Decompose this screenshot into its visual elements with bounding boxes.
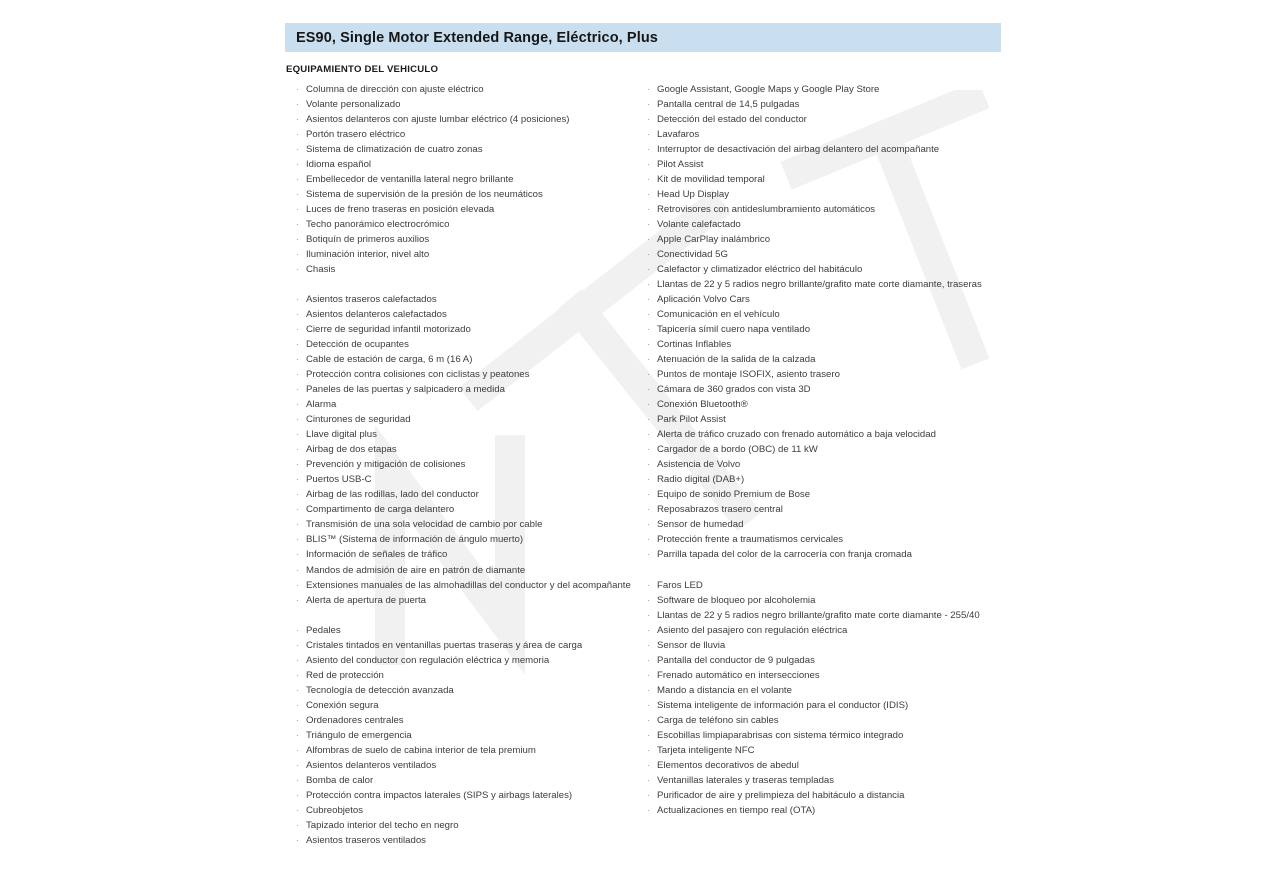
bullet-icon: ·: [296, 594, 300, 606]
equipment-item: [647, 187, 997, 202]
equipment-list-right: [647, 82, 997, 818]
bullet-icon: ·: [296, 669, 300, 681]
bullet-icon: ·: [296, 834, 300, 846]
bullet-icon: ·: [296, 159, 300, 171]
bullet-icon: ·: [296, 384, 300, 396]
equipment-item: [647, 547, 997, 562]
bullet-icon: ·: [647, 249, 651, 261]
equipment-item: [296, 127, 636, 142]
equipment-item: [296, 593, 636, 608]
equipment-item: [647, 127, 997, 142]
bullet-icon: ·: [296, 489, 300, 501]
equipment-item: [296, 322, 636, 337]
equipment-item: [647, 758, 997, 773]
equipment-item: [296, 653, 636, 668]
equipment-item-label: Park Pilot Assist: [657, 414, 726, 426]
bullet-icon: ·: [647, 789, 651, 801]
equipment-item: [647, 157, 997, 172]
equipment-item: [296, 803, 636, 818]
bullet-icon: ·: [647, 234, 651, 246]
equipment-item: [296, 713, 636, 728]
equipment-item-label: Sistema de supervisión de la presión de los neumáticos: [306, 189, 543, 201]
equipment-item-label: Cámara de 360 grados con vista 3D: [657, 384, 811, 396]
equipment-item-label: Apple CarPlay inalámbrico: [657, 234, 771, 246]
bullet-icon: ·: [296, 339, 300, 351]
equipment-item: [296, 502, 636, 517]
equipment-item: [296, 157, 636, 172]
equipment-item: [647, 172, 997, 187]
bullet-icon: ·: [296, 714, 300, 726]
bullet-icon: ·: [296, 459, 300, 471]
bullet-icon: ·: [647, 639, 651, 651]
equipment-item-label: Red de protección: [306, 669, 384, 681]
equipment-item: [647, 457, 997, 472]
equipment-item-label: Volante calefactado: [657, 219, 741, 231]
equipment-item: [647, 517, 997, 532]
bullet-icon: ·: [647, 699, 651, 711]
bullet-icon: ·: [296, 579, 300, 591]
equipment-item: [296, 97, 636, 112]
equipment-item: [647, 412, 997, 427]
bullet-icon: ·: [296, 264, 300, 276]
equipment-item: [647, 277, 997, 292]
equipment-item: [296, 728, 636, 743]
equipment-item: [647, 593, 997, 608]
bullet-icon: ·: [296, 759, 300, 771]
bullet-icon: ·: [647, 504, 651, 516]
equipment-item: [647, 217, 997, 232]
equipment-item: [296, 172, 636, 187]
bullet-icon: ·: [647, 354, 651, 366]
equipment-item-label: Conectividad 5G: [657, 249, 728, 261]
bullet-icon: ·: [296, 804, 300, 816]
equipment-item: [647, 397, 997, 412]
bullet-icon: ·: [647, 384, 651, 396]
bullet-icon: ·: [296, 504, 300, 516]
equipment-item: [647, 788, 997, 803]
equipment-item: [296, 668, 636, 683]
equipment-item: [296, 412, 636, 427]
equipment-item: [296, 367, 636, 382]
equipment-item-label: Google Assistant, Google Maps y Google Play Store: [657, 84, 880, 95]
equipment-item-label: Carga de teléfono sin cables: [657, 714, 779, 726]
bullet-icon: ·: [647, 609, 651, 621]
bullet-icon: ·: [296, 819, 300, 831]
equipment-item: [647, 683, 997, 698]
equipment-item-label: Purificador de aire y prelimpieza del habitáculo a distancia: [657, 789, 905, 801]
bullet-icon: ·: [296, 294, 300, 306]
bullet-icon: ·: [647, 159, 651, 171]
bullet-icon: ·: [296, 114, 300, 126]
equipment-item: [647, 728, 997, 743]
equipment-item: [296, 442, 636, 457]
equipment-item: [647, 653, 997, 668]
equipment-item-label: Asientos delanteros con ajuste lumbar eléctrico (4 posiciones): [306, 114, 570, 126]
equipment-item: [296, 743, 636, 758]
bullet-icon: ·: [296, 624, 300, 636]
equipment-item: [647, 608, 997, 623]
equipment-item-label: Airbag de dos etapas: [306, 444, 397, 456]
equipment-item-label: Botiquín de primeros auxilios: [306, 234, 430, 246]
equipment-item-label: Escobillas limpiaparabrisas con sistema térmico integrado: [657, 729, 904, 741]
bullet-icon: ·: [647, 264, 651, 276]
bullet-icon: ·: [296, 399, 300, 411]
equipment-item-label: Pedales: [306, 624, 341, 636]
equipment-item-label: Head Up Display: [657, 189, 729, 201]
equipment-item-label: Transmisión de una sola velocidad de cambio por cable: [306, 519, 543, 531]
bullet-icon: ·: [647, 624, 651, 636]
equipment-item-label: Cortinas Inflables: [657, 339, 732, 351]
bullet-icon: ·: [647, 459, 651, 471]
equipment-item-label: Embellecedor de ventanilla lateral negro brillante: [306, 174, 514, 186]
bullet-icon: ·: [296, 654, 300, 666]
equipment-item-label: Mandos de admisión de aire en patrón de diamante: [306, 564, 526, 576]
equipment-item: [296, 472, 636, 487]
equipment-item-label: Reposabrazos trasero central: [657, 504, 783, 516]
equipment-item: [296, 397, 636, 412]
equipment-item: [296, 818, 636, 833]
equipment-item-label: Conexión Bluetooth®: [657, 399, 748, 411]
bullet-icon: ·: [647, 759, 651, 771]
equipment-item: [296, 683, 636, 698]
equipment-item-label: Cargador de a bordo (OBC) de 11 kW: [657, 444, 818, 456]
equipment-item-label: Volante personalizado: [306, 99, 401, 111]
equipment-item: [647, 322, 997, 337]
equipment-item: [296, 578, 636, 593]
bullet-icon: ·: [296, 444, 300, 456]
equipment-item: [296, 773, 636, 788]
equipment-item: [296, 487, 636, 502]
equipment-item: [647, 367, 997, 382]
equipment-item-label: Ventanillas laterales y traseras templadas: [657, 774, 835, 786]
equipment-item-label: Alerta de tráfico cruzado con frenado automático a baja velocidad: [657, 429, 936, 441]
equipment-item-label: Sensor de lluvia: [657, 639, 726, 651]
equipment-item: [296, 563, 636, 578]
equipment-item: [296, 352, 636, 367]
equipment-item-label: Triángulo de emergencia: [306, 729, 412, 741]
equipment-item-label: Asistencia de Volvo: [657, 459, 741, 471]
equipment-item-label: Software de bloqueo por alcoholemia: [657, 594, 816, 606]
equipment-item: [647, 292, 997, 307]
equipment-item: [647, 307, 997, 322]
equipment-item-label: Puntos de montaje ISOFIX, asiento trasero: [657, 369, 840, 381]
equipment-item: [296, 833, 636, 848]
equipment-item: [296, 292, 636, 307]
bullet-icon: ·: [296, 249, 300, 261]
equipment-item: [647, 743, 997, 758]
equipment-item-label: Asientos traseros calefactados: [306, 294, 437, 306]
equipment-item: [296, 82, 636, 97]
bullet-icon: ·: [647, 519, 651, 531]
bullet-icon: ·: [296, 564, 300, 576]
equipment-item-label: Alarma: [306, 399, 337, 411]
equipment-item: [296, 217, 636, 232]
bullet-icon: ·: [296, 189, 300, 201]
equipment-item-label: Extensiones manuales de las almohadillas del conductor y del acompañante: [306, 579, 631, 591]
bullet-icon: ·: [296, 219, 300, 231]
equipment-item-label: Información de señales de tráfico: [306, 549, 448, 561]
equipment-item-label: Tapicería símil cuero napa ventilado: [657, 324, 811, 336]
equipment-item: [647, 472, 997, 487]
equipment-item: [647, 487, 997, 502]
bullet-icon: ·: [647, 309, 651, 321]
equipment-item-label: Paneles de las puertas y salpicadero a medida: [306, 384, 505, 396]
equipment-item: [296, 532, 636, 547]
equipment-item: [296, 638, 636, 653]
equipment-item-label: Prevención y mitigación de colisiones: [306, 459, 466, 471]
equipment-item-label: Detección del estado del conductor: [657, 114, 807, 126]
equipment-item-label: Ordenadores centrales: [306, 714, 404, 726]
equipment-item: [296, 698, 636, 713]
equipment-item-label: Bomba de calor: [306, 774, 374, 786]
bullet-icon: ·: [296, 429, 300, 441]
equipment-item: [296, 337, 636, 352]
equipment-item: [296, 457, 636, 472]
bullet-icon: ·: [647, 294, 651, 306]
bullet-icon: ·: [296, 324, 300, 336]
equipment-item-label: Equipo de sonido Premium de Bose: [657, 489, 811, 501]
bullet-icon: ·: [647, 669, 651, 681]
equipment-item: [296, 247, 636, 262]
equipment-item: [647, 532, 997, 547]
equipment-item: [647, 352, 997, 367]
equipment-item: [296, 517, 636, 532]
bullet-icon: ·: [647, 144, 651, 156]
bullet-icon: ·: [647, 414, 651, 426]
equipment-item-label: Sensor de humedad: [657, 519, 744, 531]
bullet-icon: ·: [296, 354, 300, 366]
equipment-item: [647, 232, 997, 247]
equipment-item: [296, 112, 636, 127]
equipment-item-label: Radio digital (DAB+): [657, 474, 745, 486]
equipment-item: [647, 337, 997, 352]
bullet-icon: ·: [296, 129, 300, 141]
equipment-item-label: Sistema de climatización de cuatro zonas: [306, 144, 483, 156]
bullet-icon: ·: [296, 369, 300, 381]
equipment-item: [647, 202, 997, 217]
equipment-item-label: Conexión segura: [306, 699, 379, 711]
bullet-icon: ·: [647, 99, 651, 111]
equipment-item-label: Tecnología de detección avanzada: [306, 684, 454, 696]
equipment-item: [296, 758, 636, 773]
equipment-item: [296, 307, 636, 322]
bullet-icon: ·: [296, 639, 300, 651]
equipment-item: [296, 788, 636, 803]
equipment-item-label: Airbag de las rodillas, lado del conductor: [306, 489, 479, 501]
equipment-item-label: Actualizaciones en tiempo real (OTA): [657, 804, 816, 816]
bullet-icon: ·: [647, 654, 651, 666]
bullet-icon: ·: [647, 369, 651, 381]
bullet-icon: ·: [296, 144, 300, 156]
equipment-item: [296, 427, 636, 442]
equipment-item: [296, 142, 636, 157]
bullet-icon: ·: [296, 309, 300, 321]
bullet-icon: ·: [296, 789, 300, 801]
equipment-item-label: Cierre de seguridad infantil motorizado: [306, 324, 471, 336]
equipment-item-label: Protección contra colisiones con ciclistas y peatones: [306, 369, 530, 381]
equipment-item: [296, 262, 636, 277]
bullet-icon: ·: [296, 684, 300, 696]
equipment-item: [296, 202, 636, 217]
bullet-icon: ·: [296, 534, 300, 546]
equipment-item-label: Tapizado interior del techo en negro: [306, 819, 459, 831]
equipment-item-label: Retrovisores con antideslumbramiento automáticos: [657, 204, 876, 216]
equipment-item: [647, 638, 997, 653]
equipment-item-label: Cinturones de seguridad: [306, 414, 411, 426]
equipment-item: [647, 578, 997, 593]
equipment-item-label: Protección frente a traumatismos cervicales: [657, 534, 844, 546]
bullet-icon: ·: [296, 234, 300, 246]
equipment-item-label: Compartimento de carga delantero: [306, 504, 455, 516]
bullet-icon: ·: [647, 84, 651, 95]
bullet-icon: ·: [296, 744, 300, 756]
bullet-icon: ·: [647, 324, 651, 336]
equipment-item-label: Interruptor de desactivación del airbag delantero del acompañante: [657, 144, 940, 156]
bullet-icon: ·: [647, 714, 651, 726]
equipment-item-label: Pantalla del conductor de 9 pulgadas: [657, 654, 815, 666]
bullet-icon: ·: [296, 519, 300, 531]
equipment-item-label: Portón trasero eléctrico: [306, 129, 406, 141]
equipment-item-label: Mando a distancia en el volante: [657, 684, 792, 696]
bullet-icon: ·: [647, 189, 651, 201]
bullet-icon: ·: [647, 279, 651, 291]
bullet-icon: ·: [647, 744, 651, 756]
section-title: EQUIPAMIENTO DEL VEHICULO: [286, 64, 439, 75]
equipment-item-label: Techo panorámico electrocrómico: [306, 219, 450, 231]
equipment-item-label: Tarjeta inteligente NFC: [657, 744, 755, 756]
bullet-icon: ·: [647, 579, 651, 591]
equipment-item-label: Alfombras de suelo de cabina interior de tela premium: [306, 744, 536, 756]
equipment-item: [647, 442, 997, 457]
bullet-icon: ·: [647, 594, 651, 606]
bullet-icon: ·: [647, 174, 651, 186]
equipment-item: [296, 382, 636, 397]
equipment-item: [296, 547, 636, 562]
equipment-item-label: Llantas de 22 y 5 radios negro brillante/grafito mate corte diamante, traseras: [657, 279, 982, 291]
equipment-item-label: Protección contra impactos laterales (SIPS y airbags laterales): [306, 789, 573, 801]
bullet-icon: ·: [296, 474, 300, 486]
bullet-icon: ·: [647, 774, 651, 786]
equipment-item-label: Asientos delanteros calefactados: [306, 309, 447, 321]
equipment-item-label: Puertos USB-C: [306, 474, 372, 486]
bullet-icon: ·: [296, 99, 300, 111]
equipment-item-label: Luces de freno traseras en posición elevada: [306, 204, 495, 216]
equipment-item-label: Kit de movilidad temporal: [657, 174, 765, 186]
bullet-icon: ·: [647, 339, 651, 351]
equipment-item-label: Cubreobjetos: [306, 804, 364, 816]
equipment-item-label: Asientos delanteros ventilados: [306, 759, 437, 771]
equipment-item: [296, 623, 636, 638]
equipment-item-label: Cristales tintados en ventanillas puertas traseras y área de carga: [306, 639, 583, 651]
equipment-item: [647, 382, 997, 397]
equipment-item-label: Iluminación interior, nivel alto: [306, 249, 430, 261]
equipment-item: [647, 803, 997, 818]
bullet-icon: ·: [296, 774, 300, 786]
bullet-icon: ·: [647, 204, 651, 216]
equipment-item: [647, 262, 997, 277]
bullet-icon: ·: [647, 489, 651, 501]
bullet-icon: ·: [647, 549, 651, 561]
equipment-item: [647, 502, 997, 517]
equipment-item-label: Columna de dirección con ajuste eléctrico: [306, 84, 484, 95]
equipment-list-left: [296, 82, 636, 848]
equipment-item: [647, 773, 997, 788]
equipment-item: [647, 623, 997, 638]
bullet-icon: ·: [296, 699, 300, 711]
bullet-icon: ·: [647, 129, 651, 141]
equipment-item-label: Asiento del pasajero con regulación eléctrica: [657, 624, 848, 636]
equipment-item-label: Detección de ocupantes: [306, 339, 409, 351]
equipment-item: [296, 232, 636, 247]
equipment-item-label: Aplicación Volvo Cars: [657, 294, 750, 306]
equipment-item-label: Pilot Assist: [657, 159, 704, 171]
equipment-item-label: Sistema inteligente de información para el conductor (IDIS): [657, 699, 909, 711]
equipment-item-label: BLIS™ (Sistema de información de ángulo muerto): [306, 534, 524, 546]
equipment-item: [647, 82, 997, 97]
document-title: ES90, Single Motor Extended Range, Eléctrico, Plus: [296, 29, 658, 46]
equipment-item-label: Alerta de apertura de puerta: [306, 594, 427, 606]
equipment-item-label: Comunicación en el vehículo: [657, 309, 780, 321]
equipment-item-label: Chasis: [306, 264, 336, 276]
equipment-item-label: Atenuación de la salida de la calzada: [657, 354, 816, 366]
equipment-item: [647, 97, 997, 112]
equipment-item: [647, 247, 997, 262]
equipment-item: [647, 713, 997, 728]
equipment-item: [647, 668, 997, 683]
equipment-item-label: Elementos decorativos de abedul: [657, 759, 799, 771]
equipment-item: [647, 698, 997, 713]
equipment-item-label: Parrilla tapada del color de la carrocería con franja cromada: [657, 549, 912, 561]
bullet-icon: ·: [647, 429, 651, 441]
bullet-icon: ·: [647, 684, 651, 696]
equipment-item-label: Asientos traseros ventilados: [306, 834, 426, 846]
equipment-item-label: Pantalla central de 14,5 pulgadas: [657, 99, 800, 111]
equipment-item-label: Faros LED: [657, 579, 703, 591]
equipment-item-label: Frenado automático en intersecciones: [657, 669, 820, 681]
bullet-icon: ·: [296, 204, 300, 216]
bullet-icon: ·: [647, 219, 651, 231]
bullet-icon: ·: [296, 729, 300, 741]
bullet-icon: ·: [647, 804, 651, 816]
equipment-item: [647, 112, 997, 127]
bullet-icon: ·: [647, 729, 651, 741]
equipment-item-label: Asiento del conductor con regulación eléctrica y memoria: [306, 654, 550, 666]
equipment-item: [296, 187, 636, 202]
bullet-icon: ·: [647, 399, 651, 411]
equipment-item-label: Calefactor y climatizador eléctrico del habitáculo: [657, 264, 863, 276]
title-bar: [285, 23, 1001, 52]
bullet-icon: ·: [296, 549, 300, 561]
equipment-item-label: Llave digital plus: [306, 429, 377, 441]
equipment-item-label: Cable de estación de carga, 6 m (16 A): [306, 354, 473, 366]
bullet-icon: ·: [647, 534, 651, 546]
equipment-item: [647, 427, 997, 442]
bullet-icon: ·: [647, 474, 651, 486]
bullet-icon: ·: [296, 84, 300, 95]
bullet-icon: ·: [296, 174, 300, 186]
equipment-item-label: Llantas de 22 y 5 radios negro brillante/grafito mate corte diamante - 255/40: [657, 609, 980, 621]
equipment-item: [647, 142, 997, 157]
equipment-item-label: Idioma español: [306, 159, 372, 171]
bullet-icon: ·: [647, 114, 651, 126]
bullet-icon: ·: [296, 414, 300, 426]
bullet-icon: ·: [647, 444, 651, 456]
equipment-item-label: Lavafaros: [657, 129, 700, 141]
